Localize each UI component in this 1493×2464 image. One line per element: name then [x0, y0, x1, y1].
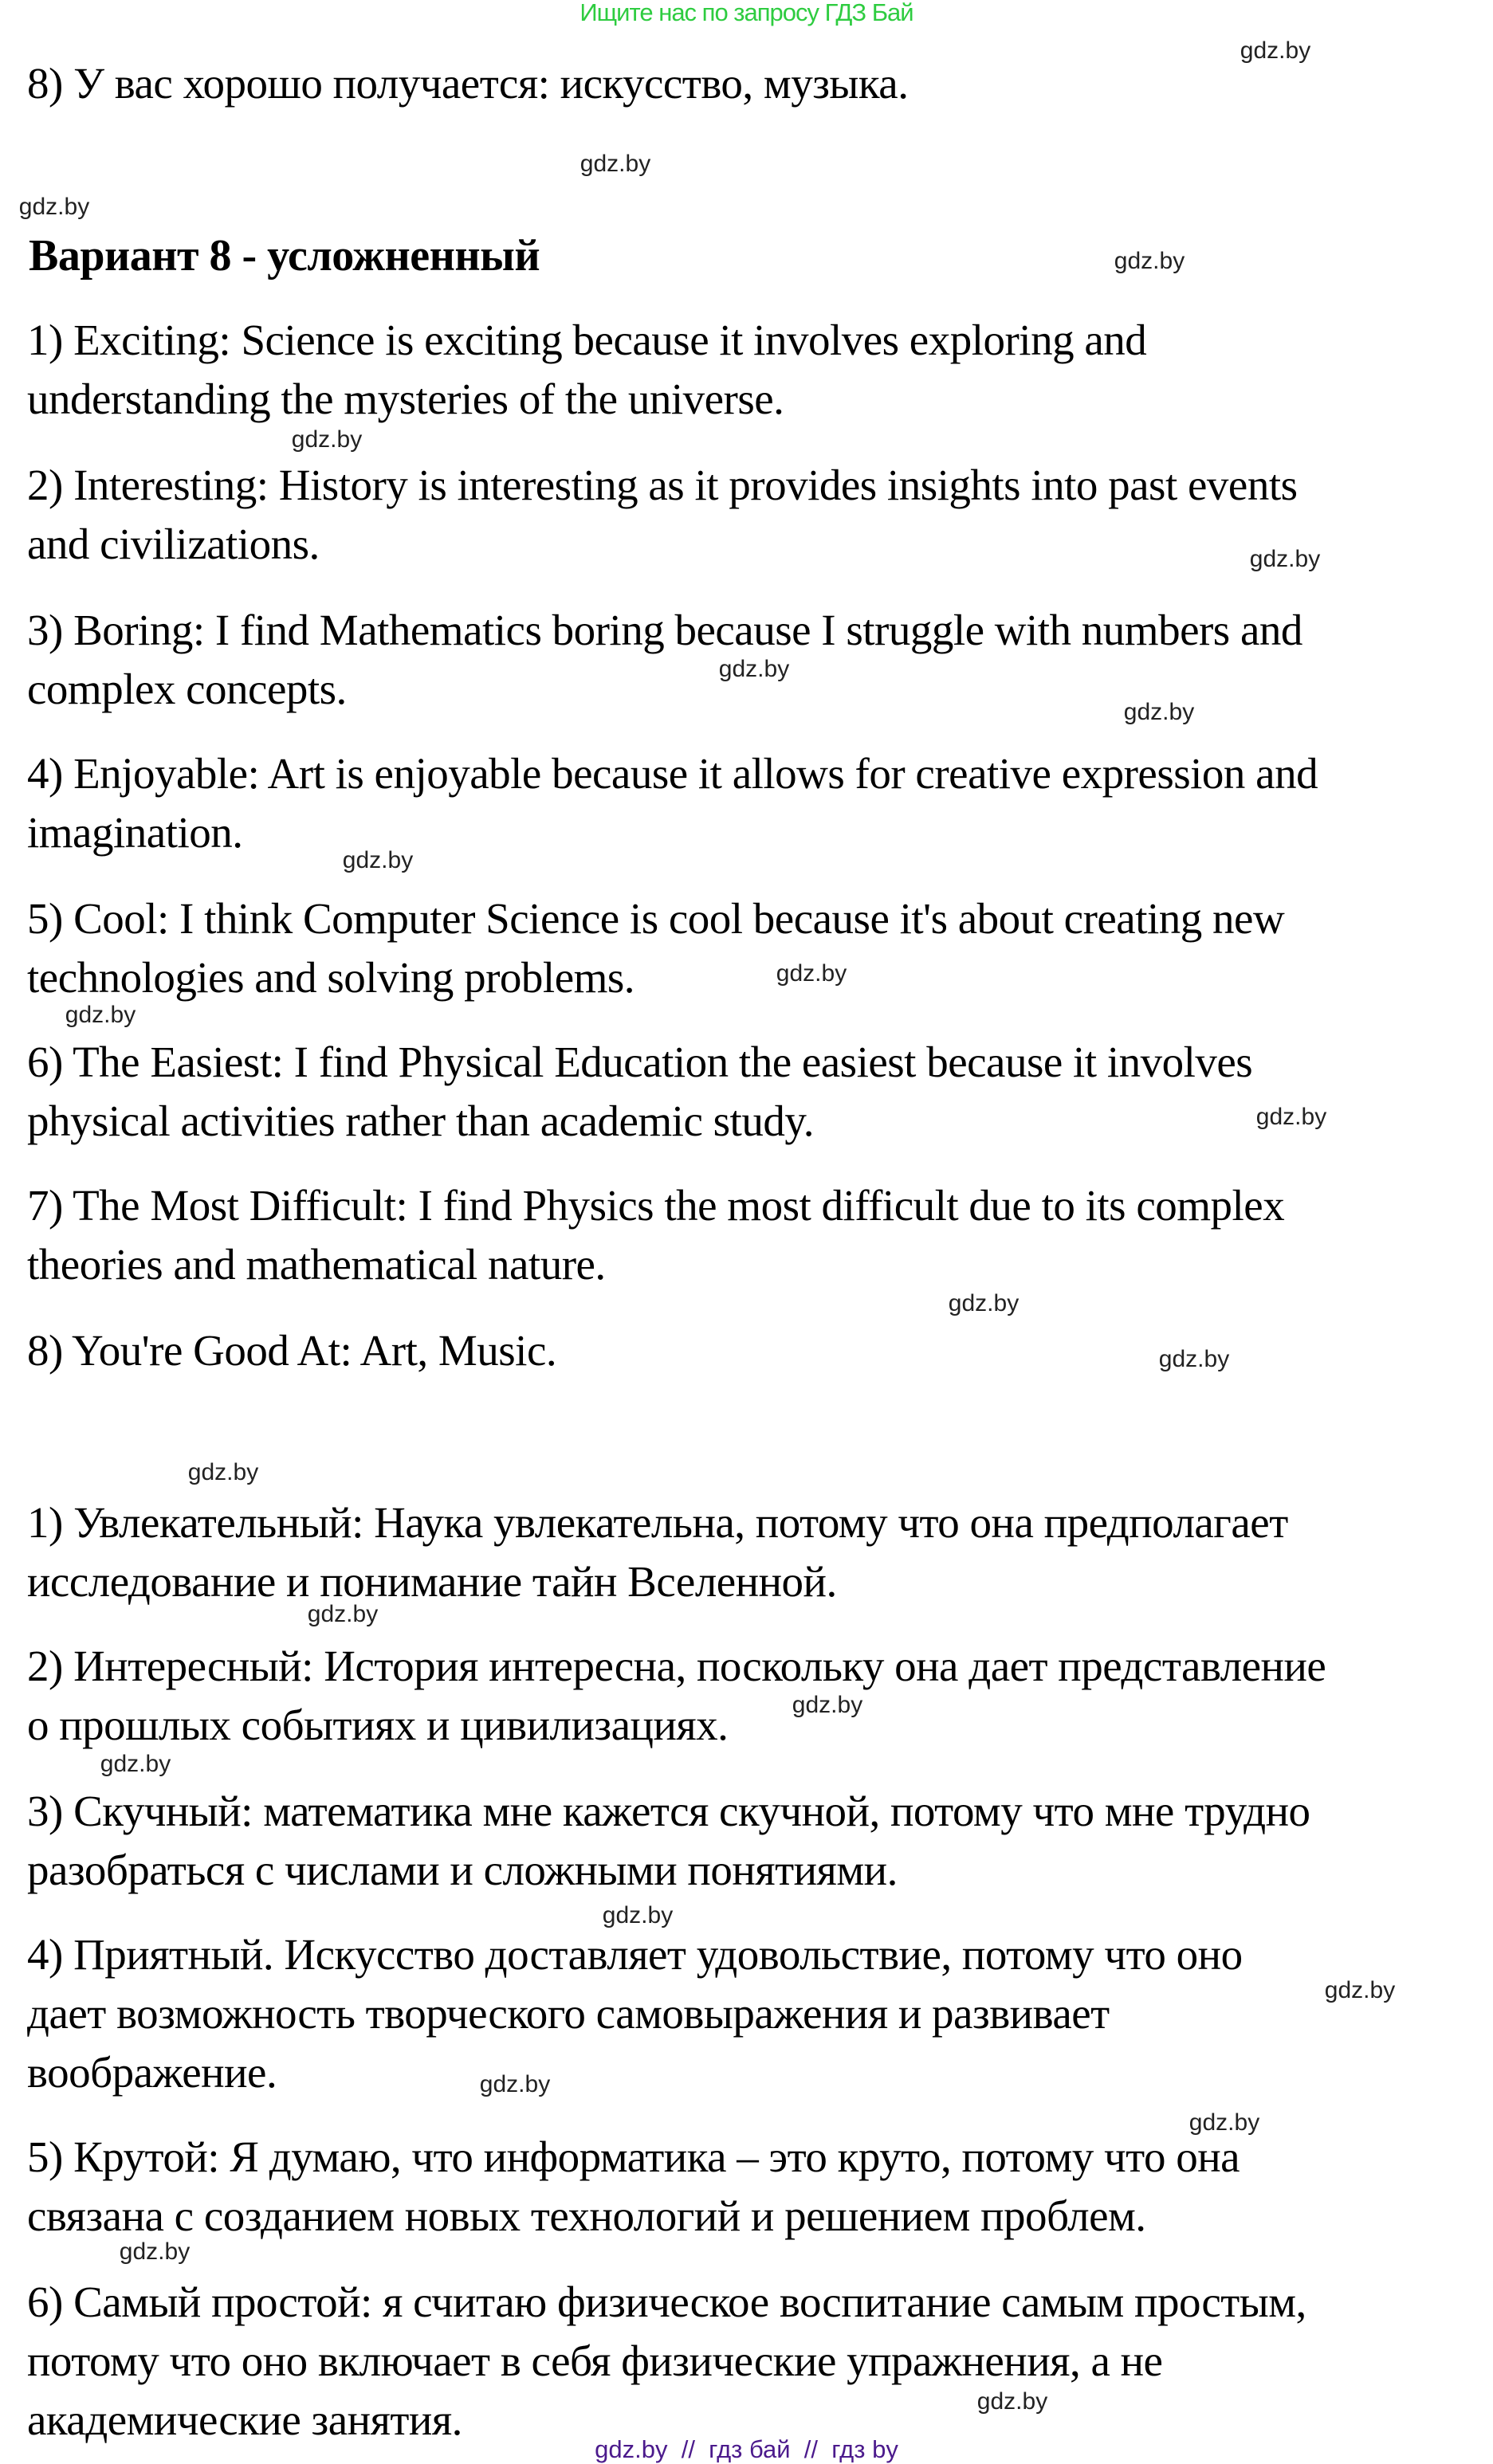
text-line: 6) The Easiest: I find Physical Education the easiest because it involves: [27, 1038, 1253, 1086]
text-line: связана с созданием новых технологий и решением проблем.: [27, 2191, 1146, 2240]
text-line: theories and mathematical nature.: [27, 1240, 606, 1289]
english-item-7: [27, 1176, 1284, 1294]
watermark: gdz.by: [1324, 1977, 1396, 2003]
text-line: дает возможность творческого самовыражения и развивает: [27, 1989, 1110, 2038]
text-line: 4) Приятный. Искусство доставляет удовольствие, потому что оно: [27, 1930, 1243, 1979]
text-line: complex concepts.: [27, 665, 347, 713]
english-item-1: [27, 311, 1146, 429]
english-item-2: [27, 456, 1298, 574]
text-line: 8) You're Good At: Art, Music.: [27, 1326, 557, 1375]
footer-links: gdz.by // гдз бай // гдз by: [595, 2435, 898, 2463]
watermark: gdz.by: [1114, 248, 1185, 274]
watermark: gdz.by: [342, 847, 414, 873]
watermark: gdz.by: [792, 1692, 863, 1718]
russian-item-6: [27, 2273, 1306, 2450]
text-line: 8) У вас хорошо получается: искусство, музыка.: [27, 59, 909, 108]
text-line: 5) Cool: I think Computer Science is cool because it's about creating new: [27, 894, 1285, 943]
text-line: imagination.: [27, 808, 243, 857]
text-line: 1) Exciting: Science is exciting because it involves exploring and: [27, 316, 1147, 364]
watermark: gdz.by: [602, 1902, 674, 1928]
text-line: 7) The Most Difficult: I find Physics the most difficult due to its complex: [27, 1181, 1285, 1230]
watermark: gdz.by: [100, 1751, 171, 1777]
previous-item: [27, 54, 908, 113]
watermark: gdz.by: [976, 2388, 1048, 2415]
text-line: воображение.: [27, 2048, 277, 2097]
watermark: gdz.by: [1189, 2109, 1260, 2136]
russian-item-2: [27, 1637, 1326, 1755]
russian-item-3: [27, 1782, 1310, 1900]
watermark: gdz.by: [1255, 1104, 1327, 1130]
english-item-5: [27, 889, 1284, 1007]
text-line: академические занятия.: [27, 2395, 462, 2444]
text-line: о прошлых событиях и цивилизациях.: [27, 1701, 729, 1749]
watermark: gdz.by: [65, 1002, 136, 1028]
watermark: gdz.by: [1249, 546, 1321, 572]
watermark: gdz.by: [307, 1601, 379, 1627]
watermark: gdz.by: [18, 194, 90, 220]
text-line: 4) Enjoyable: Art is enjoyable because it allows for creative expression and: [27, 749, 1318, 798]
english-item-8: [27, 1321, 556, 1380]
search-banner: Ищите нас по запросу ГДЗ Бай: [580, 0, 913, 26]
watermark: gdz.by: [718, 656, 790, 682]
watermark: gdz.by: [1240, 37, 1311, 64]
text-line: and civilizations.: [27, 520, 320, 568]
english-item-3: [27, 601, 1302, 719]
text-line: потому что оно включает в себя физические упражнения, а не: [27, 2336, 1163, 2385]
watermark: gdz.by: [291, 426, 363, 453]
text-line: 6) Самый простой: я считаю физическое воспитание самым простым,: [27, 2278, 1306, 2326]
watermark: gdz.by: [479, 2071, 551, 2097]
watermark: gdz.by: [1123, 699, 1195, 725]
watermark: gdz.by: [948, 1290, 1020, 1316]
text-line: разобраться с числами и сложными понятиями.: [27, 1846, 898, 1894]
watermark: gdz.by: [580, 151, 651, 177]
text-line: исследование и понимание тайн Вселенной.: [27, 1557, 837, 1606]
text-line: 3) Boring: I find Mathematics boring because I struggle with numbers and: [27, 606, 1302, 654]
text-line: physical activities rather than academic study.: [27, 1097, 814, 1145]
text-line: 5) Крутой: Я думаю, что информатика – это круто, потому что она: [27, 2132, 1240, 2181]
russian-item-4: [27, 1925, 1243, 2102]
watermark: gdz.by: [776, 960, 847, 987]
text-line: 2) Интересный: История интересна, поскольку она дает представление: [27, 1642, 1326, 1690]
text-line: 2) Interesting: History is interesting as it provides insights into past events: [27, 461, 1298, 509]
text-line: 3) Скучный: математика мне кажется скучной, потому что мне трудно: [27, 1787, 1310, 1835]
variant-heading: Вариант 8 - усложненный: [29, 231, 540, 281]
russian-item-1: [27, 1493, 1288, 1611]
english-item-4: [27, 744, 1318, 862]
text-line: technologies and solving problems.: [27, 953, 635, 1002]
watermark: gdz.by: [119, 2238, 191, 2265]
english-item-6: [27, 1033, 1252, 1151]
russian-item-5: [27, 2128, 1240, 2246]
watermark: gdz.by: [1158, 1346, 1230, 1372]
text-line: 1) Увлекательный: Наука увлекательна, потому что она предполагает: [27, 1498, 1288, 1547]
watermark: gdz.by: [187, 1459, 259, 1485]
text-line: understanding the mysteries of the universe.: [27, 375, 784, 423]
